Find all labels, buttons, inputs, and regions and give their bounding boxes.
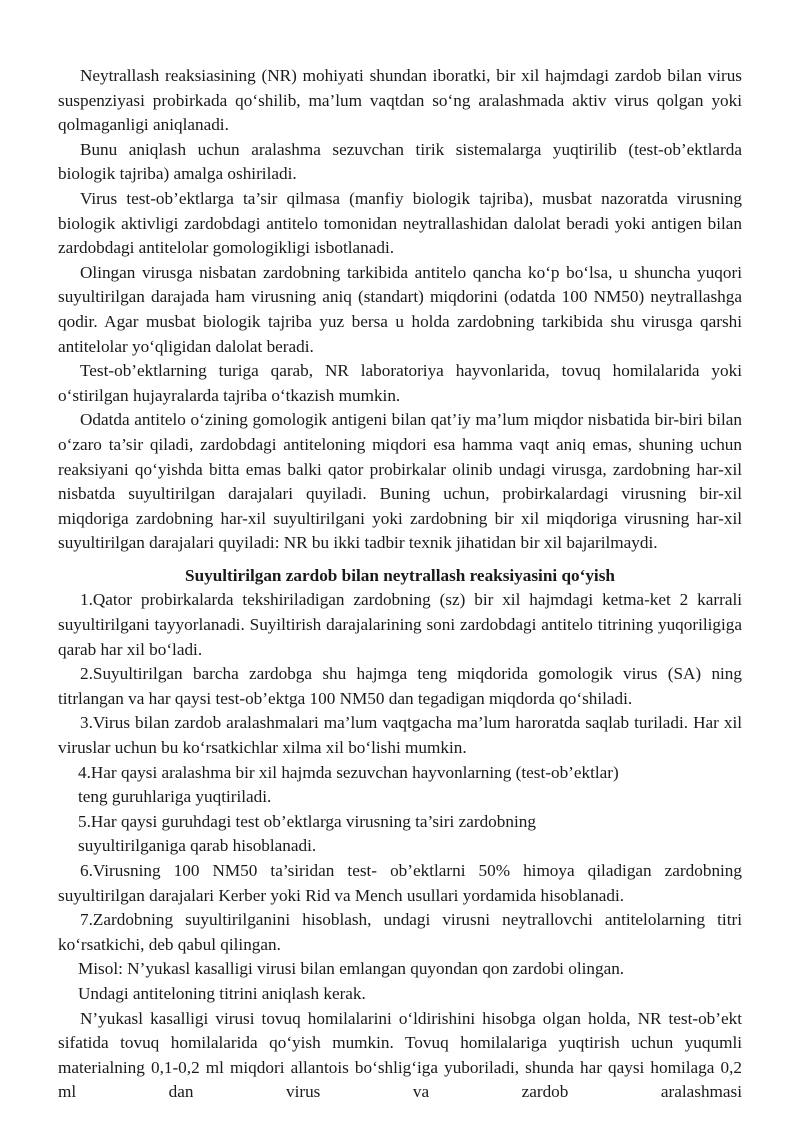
step-3: 3.Virus bilan zardob aralashmalari ma’lum vaqtgacha ma’lum haroratda saqlab turiladi. Har xil viruslar uchun bu ko‘rsatkichlar xilma xil bo‘lishi mumkin. xyxy=(58,713,742,758)
paragraph-test-objects: Test-ob’ektlarning turiga qarab, NR laboratoriya hayvonlarida, tovuq homilalarida yoki o‘stirilgan hujayralarda tajriba o‘tkazish mumkin. xyxy=(58,361,742,405)
step-4-line-1: 4.Har qaysi aralashma bir xil hajmda sezuvchan hayvonlarning (test-ob’ektlar) xyxy=(78,762,619,782)
paragraph-interaction: Odatda antitelo o‘zining gomologik antigeni bilan qat’iy ma’lum miqdor nisbatida bir-biri bilan o‘zaro ta’sir qiladi, zardobdagi antiteloning miqdori esa hamma vaqt aniq emas, shuning uchun reaksiyani qo‘yishda bitta emas balki qator probirkalar olinib undagi virusga, zardobning har-xil nisbatda suyultirilgan darajalari quyiladi. Buning uchun, probirkalardagi virusning bir-xil miqdoriga zardobning har-xil suyultirilgani yoki zardobning bir xil miqdoriga virusning har-xil suyultirilgan darajalari quyiladi: NR bu ikki tadbir texnik jihatidan bir xil bajarilmaydi. xyxy=(58,410,742,553)
paragraph-antibody-amount: Olingan virusga nisbatan zardobning tarkibida antitelo qancha ko‘p bo‘lsa, u shuncha yuqori suyultirilgan darajada ham virusning aniq (standart) miqdorini (odatda 100 NM50) neytrallashga qodir. Agar musbat biologik tajriba yuz bersa u holda zardobning tarkibida shu virusga qarshi antitelolar yo‘qligidan dalolat beradi. xyxy=(58,262,742,356)
step-2: 2.Suyultirilgan barcha zardobga shu hajmga teng miqdorida gomologik virus (SA) ning titrlangan va har qaysi test-ob’ektga 100 NM50 dan tegadigan miqdorda qo‘shiladi. xyxy=(58,664,742,708)
paragraph-detection-method: Bunu aniqlash uchun aralashma sezuvchan tirik sistemalarga yuqtirilib (test-ob’ektlarda biologik tajriba) amalga oshiriladi. xyxy=(58,139,742,184)
step-6: 6.Virusning 100 NM50 ta’siridan test- ob’ektlarni 50% himoya qiladigan zardobning suyultirilgan darajalari Kerber yoki Rid va Mench usullari yordamida hisoblanadi. xyxy=(58,861,742,905)
step-1: 1.Qator probirkalarda tekshiriladigan zardobning (sz) bir xil hajmdagi ketma-ket 2 karrali suyultirilgani tayyorlanadi. Suyiltirish darajalarining soni zardobdagi antitelo titrining yuqoriligiga qarab har xil bo‘ladi. xyxy=(58,590,742,659)
paragraph-negative-test: Virus test-ob’ektlarga ta’sir qilmasa (manfiy biologik tajriba), musbat nazoratda virusning biologik aktivligi zardobdagi antitelo tomonidan neytrallashidan dalolat beradi yoki antigen bilan zardobdagi antitelolar gomologikligi isbotlanadi. xyxy=(58,188,742,258)
paragraph-nr-essence: Neytrallash reaksiasining (NR) mohiyati shundan iboratki, bir xil hajmdagi zardob bilan virus suspenziyasi probirkada qo‘shilib, ma’lum vaqtdan so‘ng aralashmada aktiv virus qolgan yoki qolmaganligi aniqlanadi. xyxy=(58,66,742,135)
example-line-1: Misol: N’yukasl kasalligi virusi bilan emlangan quyondan qon zardobi olingan. xyxy=(78,959,625,979)
step-7: 7.Zardobning suyultirilganini hisoblash, undagi virusni neytrallovchi antitelolarning titri ko‘rsatkichi, deb qabul qilingan. xyxy=(58,910,742,954)
step-5-line-1: 5.Har qaysi guruhdagi test ob’ektlarga virusning ta’siri zardobning xyxy=(78,811,536,831)
example-line-2: Undagi antiteloning titrini aniqlash kerak. xyxy=(78,983,366,1003)
step-4-line-2: teng guruhlariga yuqtiriladi. xyxy=(78,787,272,807)
step-5-line-2: suyultirilganiga qarab hisoblanadi. xyxy=(78,836,317,856)
closing-paragraph: N’yukasl kasalligi virusi tovuq homilalarini o‘ldirishini hisobga olgan holda, NR test-ob’ekt sifatida tovuq homilalarida qo‘yish mumkin. Tovuq homilalariga yuqtirish uchun yuqumli materialning 0,1-0,2 ml miqdori allantois bo‘shlig‘iga yuboriladi, shunda har qaysi homilaga 0,2 ml dan virus va zardob aralashmasi xyxy=(58,1008,742,1102)
section-heading: Suyultirilgan zardob bilan neytrallash reaksiyasini qo‘yish xyxy=(185,565,615,585)
